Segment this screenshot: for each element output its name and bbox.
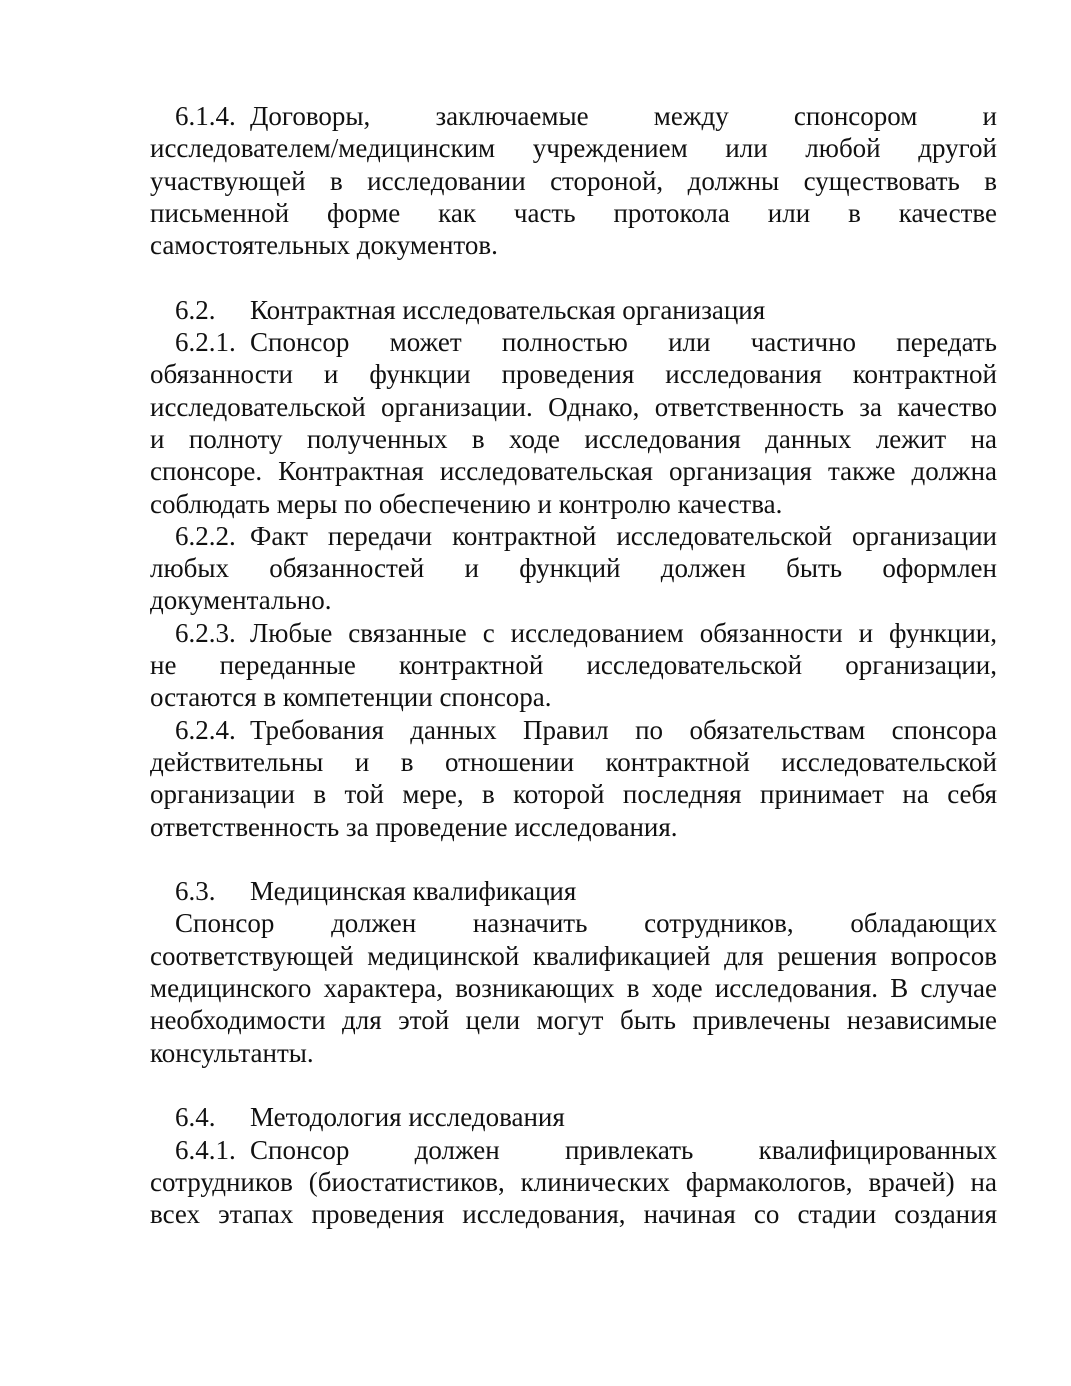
section-number: 6.4. <box>175 1102 216 1133</box>
paragraph-number: 6.1.4. <box>175 101 236 131</box>
paragraph-6-2-2-line-1: 6.2.2. Факт передачи контрактной исследовательской организации <box>175 520 997 551</box>
paragraph-number: 6.2.3. <box>175 617 236 648</box>
paragraph-6-2-2-line-3: документально. <box>150 585 332 616</box>
paragraph-6-2-4-line-1: 6.2.4. Требования данных Правил по обязательствам спонсора <box>175 714 997 745</box>
section-6-4-heading <box>150 1101 997 1133</box>
paragraph-6-2-4-line-3: организации в той мере, в которой последняя принимает на себя <box>150 779 997 810</box>
paragraph-6-1-4-line-1: 6.1.4. Договоры, заключаемые между спонсором и <box>175 101 997 131</box>
paragraph-6-2-1-line-2: обязанности и функции проведения исследования контрактной <box>150 359 997 390</box>
paragraph-6-2-4-line-4: ответственность за проведение исследования. <box>150 811 678 842</box>
section-6-3-line-2: соответствующей медицинской квалификацией для решения вопросов <box>150 940 997 971</box>
paragraph-6-2-1-line-4: и полноту полученных в ходе исследования данных лежит на <box>150 423 997 454</box>
document-page <box>150 100 997 1230</box>
paragraph-6-1-4-line-4: письменной форме как часть протокола или в качестве <box>150 197 997 228</box>
paragraph-6-2-2-line-2: любых обязанностей и функций должен быть оформлен <box>150 553 997 584</box>
section-6-2-heading <box>150 294 997 326</box>
paragraph-number: 6.2.4. <box>175 714 236 745</box>
paragraph-6-2-3-line-3: остаются в компетенции спонсора. <box>150 682 552 713</box>
paragraph-6-1-4-line-2: исследователем/медицинским учреждением или любой другой <box>150 133 997 164</box>
paragraph-number: 6.4.1. <box>175 1134 236 1165</box>
blank-line <box>150 261 997 293</box>
blank-line <box>150 843 997 875</box>
section-6-3-line-4: необходимости для этой цели могут быть привлечены независимые <box>150 1005 997 1036</box>
paragraph-6-4-1-line-2: сотрудников (биостатистиков, клинических фармакологов, врачей) на <box>150 1166 997 1197</box>
paragraph-6-2-4-line-2: действительны и в отношении контрактной исследовательской <box>150 746 997 777</box>
paragraph-6-2-1-line-6: соблюдать меры по обеспечению и контролю качества. <box>150 488 783 519</box>
section-title: Контрактная исследовательская организация <box>250 294 766 325</box>
section-6-3-line-3: медицинского характера, возникающих в ходе исследования. В случае <box>150 973 997 1004</box>
paragraph-6-1-4-line-5: самостоятельных документов. <box>150 230 498 261</box>
section-title: Медицинская квалификация <box>250 876 577 907</box>
paragraph-6-2-1-line-3: исследовательской организации. Однако, ответственность за качество <box>150 391 997 422</box>
blank-line <box>150 1069 997 1101</box>
paragraph-6-1-4-line-3: участвующей в исследовании стороной, должны существовать в <box>150 165 997 196</box>
paragraph-6-4-1-line-1: 6.4.1. Спонсор должен привлекать квалифицированных <box>175 1134 997 1165</box>
paragraph-6-2-3-line-1: 6.2.3. Любые связанные с исследованием обязанности и функции, <box>175 617 997 648</box>
paragraph-6-2-1-line-1: 6.2.1. Спонсор может полностью или частично передать <box>175 327 997 358</box>
paragraph-6-2-3-line-2: не переданные контрактной исследовательской организации, <box>150 650 997 681</box>
section-number: 6.3. <box>175 876 216 907</box>
paragraph-6-4-1-line-3: всех этапах проведения исследования, начиная со стадии создания <box>150 1199 997 1230</box>
section-6-3-line-5: консультанты. <box>150 1037 314 1068</box>
paragraph-number: 6.2.1. <box>175 327 236 358</box>
paragraph-6-2-1-line-5: спонсоре. Контрактная исследовательская организация также должна <box>150 456 997 487</box>
section-6-3-line-1: Спонсор должен назначить сотрудников, обладающих <box>175 908 997 939</box>
section-6-3-heading <box>150 875 997 907</box>
section-title: Методология исследования <box>250 1102 565 1133</box>
paragraph-number: 6.2.2. <box>175 520 236 551</box>
section-number: 6.2. <box>175 294 216 325</box>
